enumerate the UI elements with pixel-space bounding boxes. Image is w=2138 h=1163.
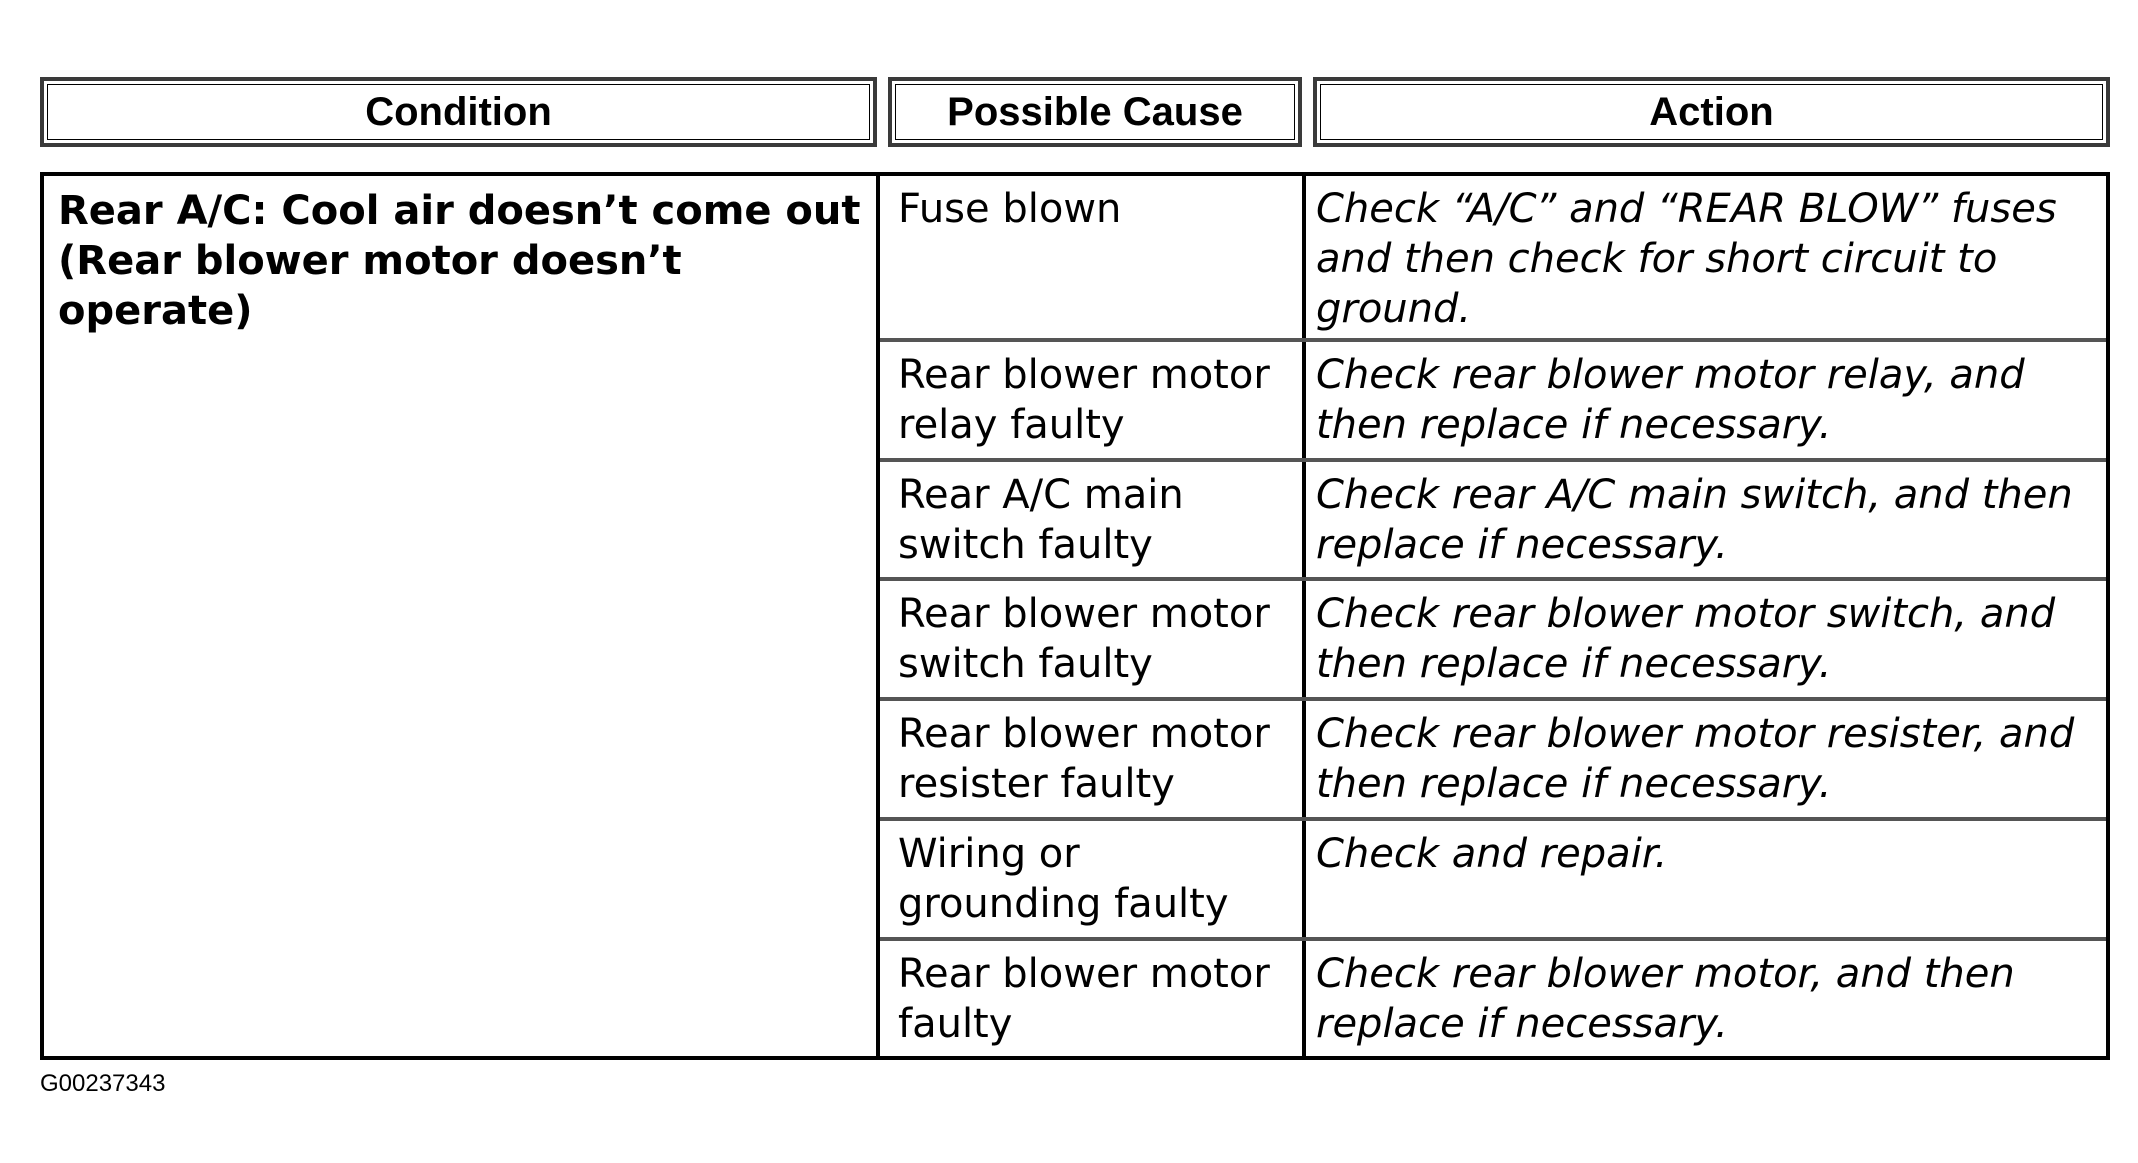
troubleshooting-table <box>40 172 2110 1060</box>
action-cell: Check rear blower motor relay, and then replace if necessary. <box>1316 352 2025 448</box>
cause-action-rows <box>880 176 2106 1056</box>
action-cell: Check rear blower motor switch, and then replace if necessary. <box>1316 591 2056 687</box>
possible-cause-cell: Rear blower motor relay faulty <box>880 342 1306 458</box>
header-condition-label: Condition <box>365 89 552 134</box>
possible-cause-cell: Rear blower motor resister faulty <box>880 701 1306 817</box>
header-possible-cause-label: Possible Cause <box>947 89 1243 134</box>
table-row <box>880 941 2106 1056</box>
action-cell: Check and repair. <box>1316 831 1668 877</box>
header-action <box>1313 77 2110 147</box>
possible-cause-cell: Fuse blown <box>880 176 1306 338</box>
header-condition <box>40 77 877 147</box>
table-row <box>880 342 2106 462</box>
action-cell: Check “A/C” and “REAR BLOW” fuses and then check for short circuit to ground. <box>1316 186 2057 332</box>
header-action-label: Action <box>1649 89 1774 134</box>
possible-cause-cell: Rear blower motor switch faulty <box>880 581 1306 697</box>
possible-cause-cell: Rear A/C main switch faulty <box>880 462 1306 577</box>
table-row <box>880 821 2106 941</box>
possible-cause-cell: Wiring or grounding faulty <box>880 821 1306 937</box>
table-row <box>880 176 2106 342</box>
figure-id: G00237343 <box>40 1070 166 1097</box>
possible-cause-cell: Rear blower motor faulty <box>880 941 1306 1056</box>
table-row <box>880 701 2106 821</box>
action-cell: Check rear blower motor, and then replace if necessary. <box>1316 951 2015 1047</box>
condition-cell: Rear A/C: Cool air doesn’t come out (Rear blower motor doesn’t operate) <box>44 176 880 1056</box>
action-cell: Check rear blower motor resister, and then replace if necessary. <box>1316 711 2075 807</box>
table-row <box>880 462 2106 581</box>
header-possible-cause <box>888 77 1302 147</box>
action-cell: Check rear A/C main switch, and then replace if necessary. <box>1316 472 2073 568</box>
table-row <box>880 581 2106 701</box>
